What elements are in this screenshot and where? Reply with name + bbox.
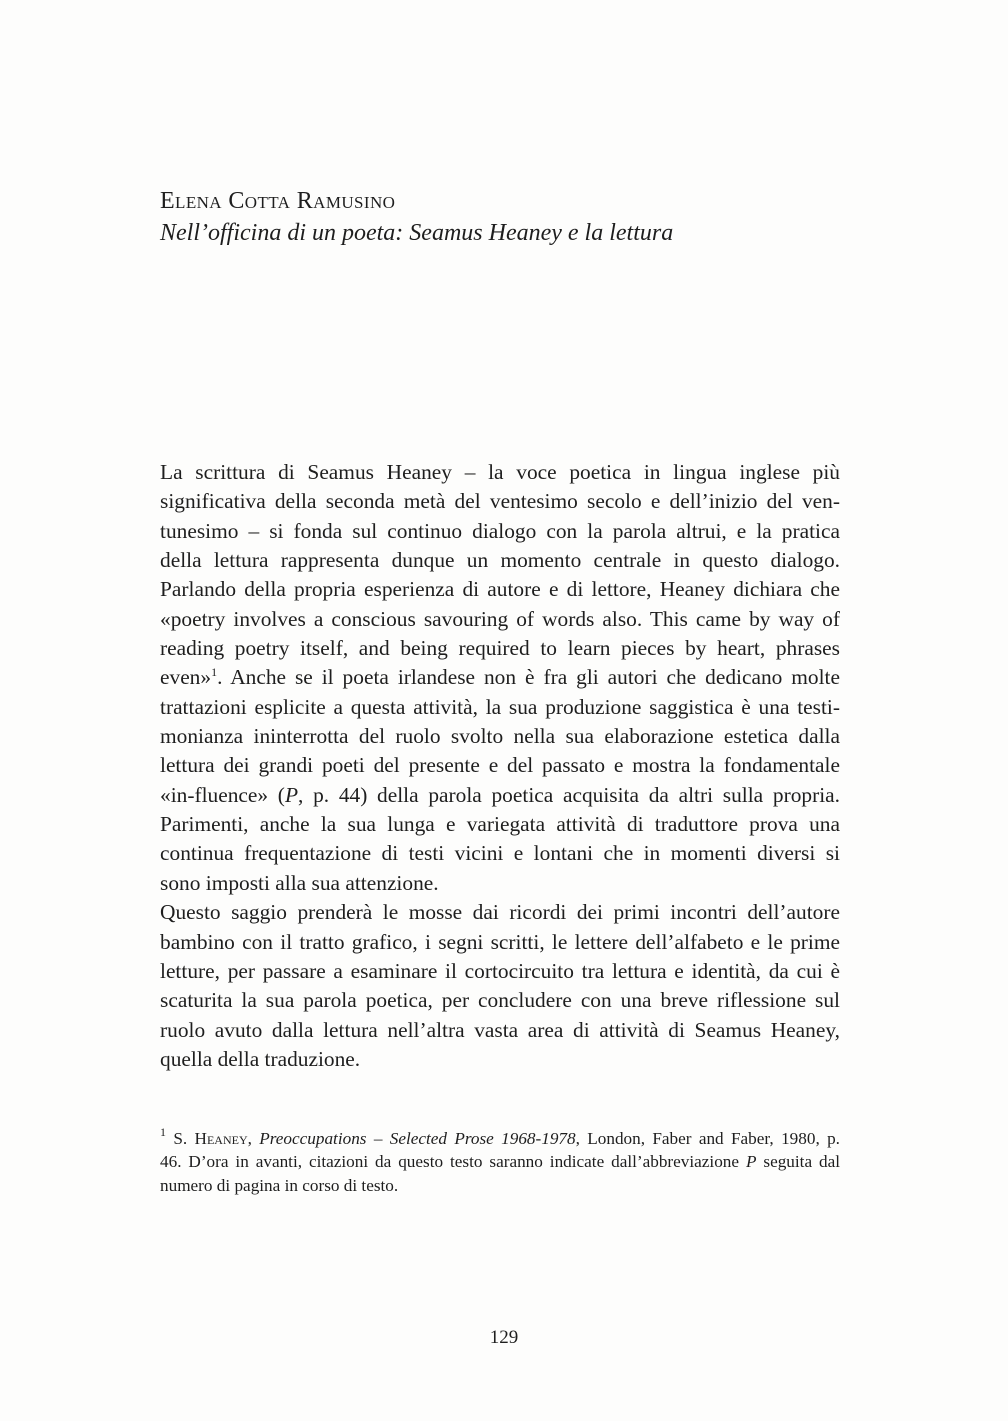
body-line: monianza ininterrotta del ruolo svolto nella sua elaborazione estetica dalla: [160, 724, 840, 749]
body-line: bambino con il tratto grafico, i segni scritti, le lettere dell’alfabeto e le prime: [160, 929, 840, 954]
footnote-line: numero di pagina in corso di testo.: [160, 1175, 399, 1195]
body-line: letture, per passare a esaminare il cortocircuito tra lettura e identità, da cui è: [160, 958, 840, 983]
body-line: significativa della seconda metà del ventesimo secolo e dell’inizio del ven-: [160, 489, 840, 514]
body-line: Questo saggio prenderà le mosse dai ricordi dei primi incontri dell’autore: [160, 900, 840, 925]
footnote-number: 1: [160, 1125, 166, 1139]
body-line: ruolo avuto dalla lettura nell’altra vasta area di attività di Seamus Heaney,: [160, 1017, 840, 1042]
body-line: [160, 458, 840, 487]
body-line: trattazioni esplicite a questa attività, la sua produzione saggistica è una testi-: [160, 694, 840, 719]
body-line: sono imposti alla sua attenzione.: [160, 870, 439, 895]
body-line-text: , p. 44) della parola poetica acquisita da altri sulla propria.: [298, 782, 840, 807]
abbreviation-italic: P: [284, 782, 299, 807]
body-line-text: even»: [160, 665, 212, 690]
page-number: 129: [489, 1327, 519, 1348]
body-line-text: . Anche se il poeta irlandese non è fra gli autori che dedicano molte: [217, 665, 840, 690]
body-line: continua frequentazione di testi vicini e lontani che in momenti diversi si: [160, 841, 840, 866]
footnote-author: S. Heaney: [173, 1129, 248, 1148]
body-line: [160, 781, 840, 810]
body-line-text: «in-fluence» (: [160, 782, 285, 807]
body-line: lettura dei grandi poeti del presente e del passato e mostra la fondamentale: [160, 753, 840, 778]
footnote: [160, 1127, 840, 1197]
body-line: Parlando della propria esperienza di autore e di lettore, Heaney dichiara che: [160, 577, 840, 602]
body-line: reading poetry itself, and being required to learn pieces by heart, phrases: [160, 636, 840, 661]
footnote-line: [160, 1127, 840, 1150]
body-line: tunesimo – si fonda sul continuo dialogo con la parola altrui, e la pratica: [160, 518, 840, 543]
footnote-reference[interactable]: 1: [211, 665, 218, 680]
chapter-author: Elena Cotta Ramusino: [160, 188, 396, 214]
footnote-book-title: Preoccupations – Selected Prose 1968-1978: [259, 1129, 576, 1148]
footnote-text: seguita dal: [756, 1152, 840, 1172]
chapter-header: [160, 186, 860, 250]
footnote-text: 46. D’ora in avanti, citazioni da questo testo saranno indicate dall’abbreviazione: [160, 1152, 746, 1172]
chapter-title: Nell’officina di un poeta: Seamus Heaney e la lettura: [160, 220, 674, 246]
body-line: quella della traduzione.: [160, 1046, 361, 1071]
footnote-abbreviation: P: [745, 1152, 757, 1172]
body-text: [160, 458, 840, 1074]
body-line: [160, 663, 840, 692]
body-line: della lettura rappresenta dunque un momento centrale in questo dialogo.: [160, 548, 840, 573]
body-line-text: La scrittura di Seamus Heaney – la voce poetica in lingua inglese più: [160, 460, 840, 484]
footnote-text: , London, Faber and Faber, 1980, p.: [575, 1129, 840, 1148]
body-line: Parimenti, anche la sua lunga e variegata attività di traduttore prova una: [160, 812, 840, 837]
body-line: scaturita la sua parola poetica, per concludere con una breve riflessione sul: [160, 988, 840, 1013]
footnote-line: [160, 1150, 840, 1173]
footnote-separator: ,: [247, 1129, 260, 1148]
body-line: «poetry involves a conscious savouring of words also. This came by way of: [160, 606, 840, 631]
